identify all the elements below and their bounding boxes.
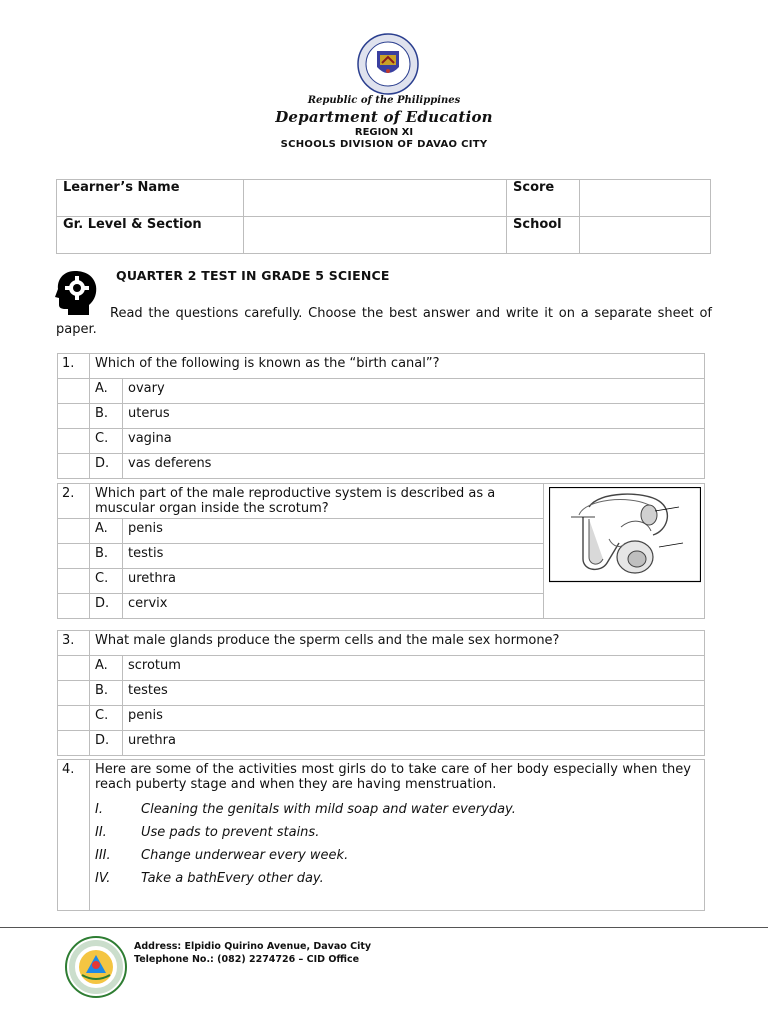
region-heading: REGION XI: [354, 127, 414, 138]
option-text: testes: [123, 681, 705, 706]
question-3-table: [57, 630, 705, 756]
option-text: vas deferens: [123, 454, 705, 479]
division-logo: [64, 935, 128, 999]
option-letter: B.: [90, 544, 123, 569]
option-letter: B.: [90, 404, 123, 429]
footer-divider: [0, 927, 768, 928]
option-letter: D.: [90, 454, 123, 479]
division-heading: SCHOOLS DIVISION OF DAVAO CITY: [280, 139, 488, 150]
option-text: vagina: [123, 429, 705, 454]
question-number: 2.: [58, 484, 90, 519]
option-text: testis: [123, 544, 544, 569]
question-number: 1.: [58, 354, 90, 379]
question-text: Which part of the male reproductive system is described as a muscular organ inside the scrotum?: [90, 484, 544, 519]
list-item: [95, 798, 699, 821]
option-text: ovary: [123, 379, 705, 404]
school-label: School: [507, 217, 580, 254]
option-text: scrotum: [123, 656, 705, 681]
question-4-table: [57, 759, 705, 911]
test-instructions: Read the questions carefully. Choose the best answer and write it on a separate sheet of paper.: [56, 306, 712, 337]
option-letter: A.: [90, 519, 123, 544]
option-letter: B.: [90, 681, 123, 706]
option-letter: D.: [90, 594, 123, 619]
item-text: Use pads to prevent stains.: [141, 825, 320, 840]
item-numeral: IV.: [95, 871, 111, 886]
grade-section-label: Gr. Level & Section: [57, 217, 244, 254]
option-letter: C.: [90, 706, 123, 731]
school-field[interactable]: [580, 217, 711, 254]
question-2-table: [57, 483, 705, 619]
learner-name-field[interactable]: [244, 180, 507, 217]
learner-info-table: [56, 179, 711, 254]
score-label: Score: [507, 180, 580, 217]
deped-seal-logo: [357, 33, 419, 95]
grade-section-field[interactable]: [244, 217, 507, 254]
footer-address: Address: Elpidio Quirino Avenue, Davao City: [134, 941, 372, 952]
option-text: urethra: [123, 731, 705, 756]
list-item: [95, 821, 699, 844]
option-text: penis: [123, 706, 705, 731]
diagram-cell: [544, 484, 705, 619]
footer-address-block: [134, 940, 371, 966]
activity-list: [95, 798, 699, 890]
item-text: Take a bathEvery other day.: [141, 871, 324, 886]
option-letter: A.: [90, 656, 123, 681]
option-text: penis: [123, 519, 544, 544]
footer-telephone: Telephone No.: (082) 2274726 – CID Office: [134, 954, 360, 965]
option-letter: D.: [90, 731, 123, 756]
learner-name-label: Learner’s Name: [57, 180, 244, 217]
option-text: uterus: [123, 404, 705, 429]
option-letter: C.: [90, 569, 123, 594]
option-letter: A.: [90, 379, 123, 404]
question-number: 4.: [58, 760, 90, 911]
question-text: Which of the following is known as the “birth canal”?: [90, 354, 705, 379]
option-text: urethra: [123, 569, 544, 594]
republic-heading: Republic of the Philippines: [307, 95, 461, 106]
question-number: 3.: [58, 631, 90, 656]
option-text: cervix: [123, 594, 544, 619]
list-item: [95, 867, 699, 890]
item-numeral: III.: [95, 848, 111, 863]
department-heading: Department of Education: [275, 108, 493, 126]
score-field[interactable]: [580, 180, 711, 217]
question-text: Here are some of the activities most girls do to take care of her body especially when they reach puberty stage and when they are having menstruation.: [95, 762, 691, 792]
male-reproductive-diagram: [549, 487, 701, 583]
item-numeral: I.: [95, 802, 103, 817]
item-text: Cleaning the genitals with mild soap and water everyday.: [141, 802, 516, 817]
item-text: Change underwear every week.: [141, 848, 349, 863]
list-item: [95, 844, 699, 867]
question-text: What male glands produce the sperm cells and the male sex hormone?: [90, 631, 705, 656]
test-title: QUARTER 2 TEST IN GRADE 5 SCIENCE: [116, 268, 390, 283]
question-1-table: [57, 353, 705, 479]
item-numeral: II.: [95, 825, 107, 840]
option-letter: C.: [90, 429, 123, 454]
